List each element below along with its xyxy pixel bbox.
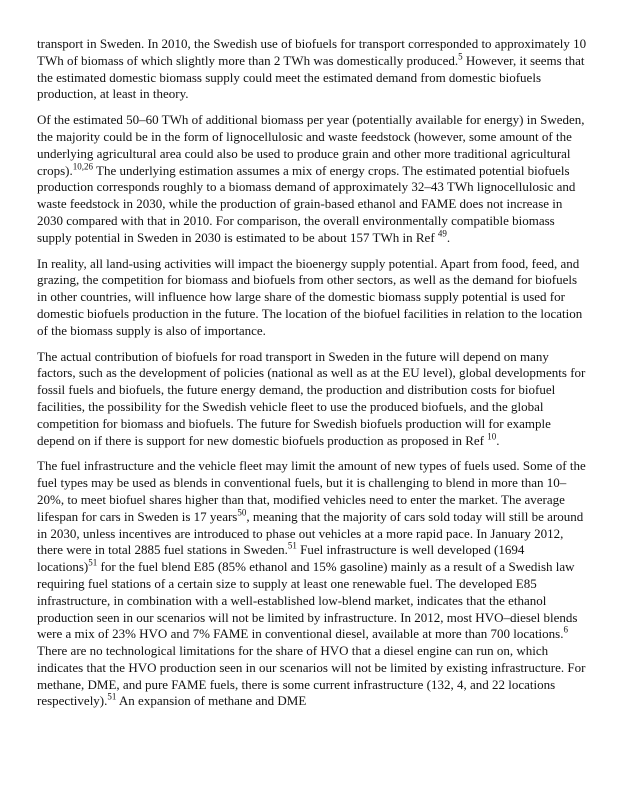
paragraph-text: There are no technological limitations for the share of HVO that a diesel engine can run on, which indicates that the HVO production seen in our scenarios will not be limited by existing infrastructure. For methane, DME, and pure FAME fuels, there is some current infrastructure (132, 4, and 22 locations respectively).	[37, 643, 586, 709]
paragraph-text: The fuel infrastructure and the vehicle fleet may limit the amount of new types of fuels used. Some of the fuel types may be used as blends in conventional fuels, but it is challenging to blend in more than 10–20%, to meet biofuel shares higher than that, modified vehicles need to enter the market. The average lifespan for cars in Sweden is 17 years	[37, 458, 586, 524]
paragraph-text: transport in Sweden. In 2010, the Swedish use of biofuels for transport corresponded to approximately 10 TWh of biomass of which slightly more than 2 TWh was domestically produced.	[37, 36, 587, 68]
citation-superscript: 49	[437, 228, 447, 239]
paragraph-text: In reality, all land-using activities will impact the bioenergy supply potential. Apart from food, feed, and grazing, the competition for biomass and biofuels from other sectors, as well as the demand for biofuels in other countries, will influence how large share of the domestic biomass supply potential is used for domestic biofuels production in the future. The location of the biofuel facilities in relation to the location of the biomass supply is also of importance.	[37, 255, 583, 338]
paragraph-text: The actual contribution of biofuels for road transport in Sweden in the future will depend on many factors, such as the development of policies (national as well as at the EU level), global developments for fossil fuels and biofuels, the future energy demand, the production and distribution costs for biofuel facilities, the possibility for the Swedish vehicle fleet to use the produced biofuels, and the global competition for biomass and biofuels. The future for Swedish biofuels production will for example depend on if there is support for new domestic biofuels production as proposed in Ref	[37, 348, 586, 448]
paragraph-text: for the fuel blend E85 (85% ethanol and 15% gasoline) mainly as a result of a Swedish law requiring fuel stations of a certain size to supply at least one renewable fuel. The developed E85 infrastructure, in combination with a well-established low-blend market, indicates that the ethanol production seen in our scenarios will not be limited by infrastructure. In 2012, most HVO–diesel blends were a mix of 23% HVO and 7% FAME in conventional diesel, available at more than 700 locations.	[37, 559, 578, 642]
paragraph-3	[37, 256, 587, 340]
paragraph-4	[37, 349, 587, 450]
paragraph-text: The underlying estimation assumes a mix of energy crops. The estimated potential biofuels production corresponds roughly to a biomass demand of approximately 32–43 TWh lignocellulosic and waste feedstock in 2030, while the production of grain-based ethanol and FAME does not increase in 2030 compared with that in 2010. For comparison, the overall environmentally compatible biomass supply potential in Sweden in 2030 is estimated to be about 157 TWh in Ref	[37, 162, 576, 245]
paragraph-text: .	[496, 432, 500, 448]
paragraph-2	[37, 112, 587, 246]
paragraph-5	[37, 458, 587, 710]
paragraph-1	[37, 36, 587, 103]
citation-superscript: 10,26	[72, 161, 93, 172]
paragraph-text: An expansion of methane and DME	[116, 693, 307, 709]
citation-superscript: 51	[287, 540, 297, 551]
paragraph-text: .	[446, 229, 451, 245]
citation-superscript: 50	[237, 507, 247, 518]
paragraph-text: Fuel infrastructure is well developed (1694 locations)	[37, 542, 525, 575]
citation-superscript: 51	[88, 557, 98, 568]
citation-superscript: 10	[487, 431, 497, 442]
paragraph-text: However, it seems that the estimated domestic biomass supply could meet the estimated demand from domestic biofuels production, at least in theory.	[37, 52, 585, 102]
citation-superscript: 5	[458, 51, 463, 62]
document-body	[37, 36, 587, 719]
citation-superscript: 6	[563, 624, 568, 635]
paragraph-text: Of the estimated 50–60 TWh of additional biomass per year (potentially available for energy) in Sweden, the majority could be in the form of lignocellulosic and waste feedstock (however, some amount of the underlying agricultural area could also be used to produce grain and other more traditional agricultural crops).	[37, 112, 585, 178]
paragraph-text: , meaning that the majority of cars sold today will still be around in 2030, unless incentives are introduced to phase out vehicles at a more rapid pace. In January 2012, there were in total 2885 fuel stations in Sweden.	[37, 508, 584, 558]
citation-superscript: 51	[107, 692, 117, 703]
